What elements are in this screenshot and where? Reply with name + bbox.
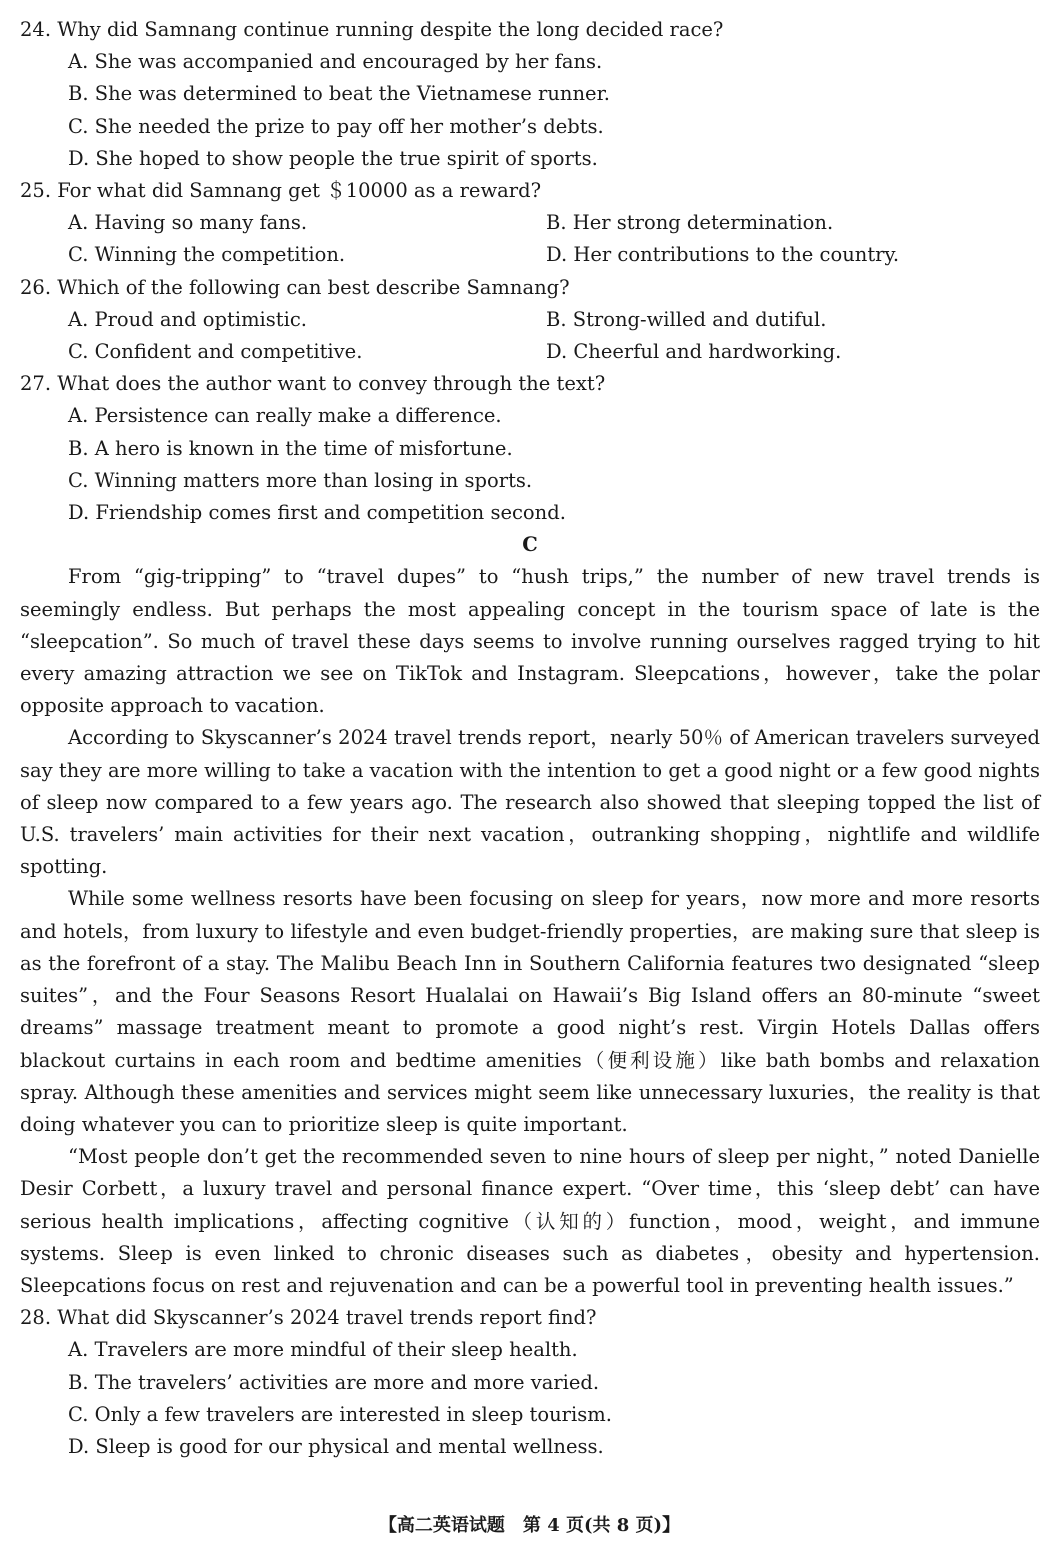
question-28-option-c: C. Only a few travelers are interested in sleep tourism. [68,1402,612,1426]
question-25-row-1 [20,207,1040,239]
question-26-row-1 [20,304,1040,336]
passage-paragraph-2: According to Skyscanner’s 2024 travel trends report，nearly 50％ of American travelers surveyed say they are more willing to take a vacation with the intention to get a good night or a few good nights of sleep now compared to a few years ago. The research also showed that sleeping topped the list of U.S. travelers’ main activities for their next vacation，outranking shopping，nightlife and wildlife spotting. [20,726,1040,879]
question-28 [20,1302,1040,1463]
question-25-option-a: A. Having so many fans. [68,211,308,235]
passage-paragraph-1: From “gig-tripping” to “travel dupes” to “hush trips,” the number of new travel trends is seemingly endless. But perhaps the most appealing concept in the tourism space of late is the “sleepcation”. So much of travel these days seems to involve running ourselves ragged trying to hit every amazing attraction we see on TikTok and Instagram. Sleepcations，however，take the polar opposite approach to vacation. [20,565,1040,718]
question-24-option-d: D. She hoped to show people the true spirit of sports. [68,146,598,170]
passage-paragraph-4: “Most people don’t get the recommended seven to nine hours of sleep per night，” noted Danielle Desir Corbett，a luxury travel and personal finance expert. “Over time，this ‘sleep debt’ can have serious health implications，affecting cognitive（认知的）function，mood，weight，and immune systems. Sleep is even linked to chronic diseases such as diabetes，obesity and hypertension. Sleepcations focus on rest and rejuvenation and can be a powerful tool in preventing health issues.” [20,1145,1040,1297]
question-25-option-b: B. Her strong determination. [546,211,834,235]
question-24 [20,14,1040,175]
question-27-stem: 27. What does the author want to convey through the text? [20,372,606,396]
question-28-stem: 28. What did Skyscanner’s 2024 travel trends report find? [20,1306,597,1330]
question-26-option-c: C. Confident and competitive. [68,340,363,364]
question-26-stem: 26. Which of the following can best describe Samnang? [20,275,570,299]
question-24-option-c: C. She needed the prize to pay off her mother’s debts. [68,114,604,138]
question-27-option-c: C. Winning matters more than losing in sports. [68,468,533,492]
question-26-option-a: A. Proud and optimistic. [68,307,307,331]
exam-page [20,14,1040,1463]
question-25-option-d: D. Her contributions to the country. [546,243,900,267]
page-footer: 【高二英语试题 第 4 页(共 8 页)】 [378,1515,681,1536]
section-heading: C [522,533,538,557]
reading-passage [20,561,1040,1302]
question-28-option-d: D. Sleep is good for our physical and mental wellness. [68,1434,604,1458]
question-25 [20,175,1040,272]
question-28-option-b: B. The travelers’ activities are more and more varied. [68,1370,600,1394]
question-25-option-c: C. Winning the competition. [68,243,346,267]
question-25-row-2 [20,239,1040,271]
question-27-option-a: A. Persistence can really make a difference. [68,404,502,428]
question-25-stem: 25. For what did Samnang get ＄10000 as a reward? [20,179,542,203]
question-26-option-b: B. Strong-willed and dutiful. [546,307,827,331]
question-27-option-b: B. A hero is known in the time of misfortune. [68,436,513,460]
question-26-row-2 [20,336,1040,368]
question-26 [20,272,1040,369]
question-24-option-b: B. She was determined to beat the Vietnamese runner. [68,82,610,106]
passage-paragraph-3: While some wellness resorts have been focusing on sleep for years，now more and more resorts and hotels，from luxury to lifestyle and even budget-friendly properties，are making sure that sleep is as the forefront of a stay. The Malibu Beach Inn in Southern California features two designated “sleep suites”，and the Four Seasons Resort Hualalai on Hawaii’s Big Island offers an 80-minute “sweet dreams” massage treatment meant to promote a good night’s rest. Virgin Hotels Dallas offers blackout curtains in each room and bedtime amenities（便利设施）like bath bombs and relaxation spray. Although these amenities and services might seem like unnecessary luxuries，the reality is that doing whatever you can to prioritize sleep is quite important. [20,887,1040,1136]
question-28-option-a: A. Travelers are more mindful of their sleep health. [68,1338,578,1362]
question-24-stem: 24. Why did Samnang continue running despite the long decided race? [20,18,724,41]
question-27-option-d: D. Friendship comes first and competition second. [68,501,566,525]
question-27 [20,368,1040,529]
question-26-option-d: D. Cheerful and hardworking. [546,340,842,364]
question-24-option-a: A. She was accompanied and encouraged by her fans. [68,50,603,74]
